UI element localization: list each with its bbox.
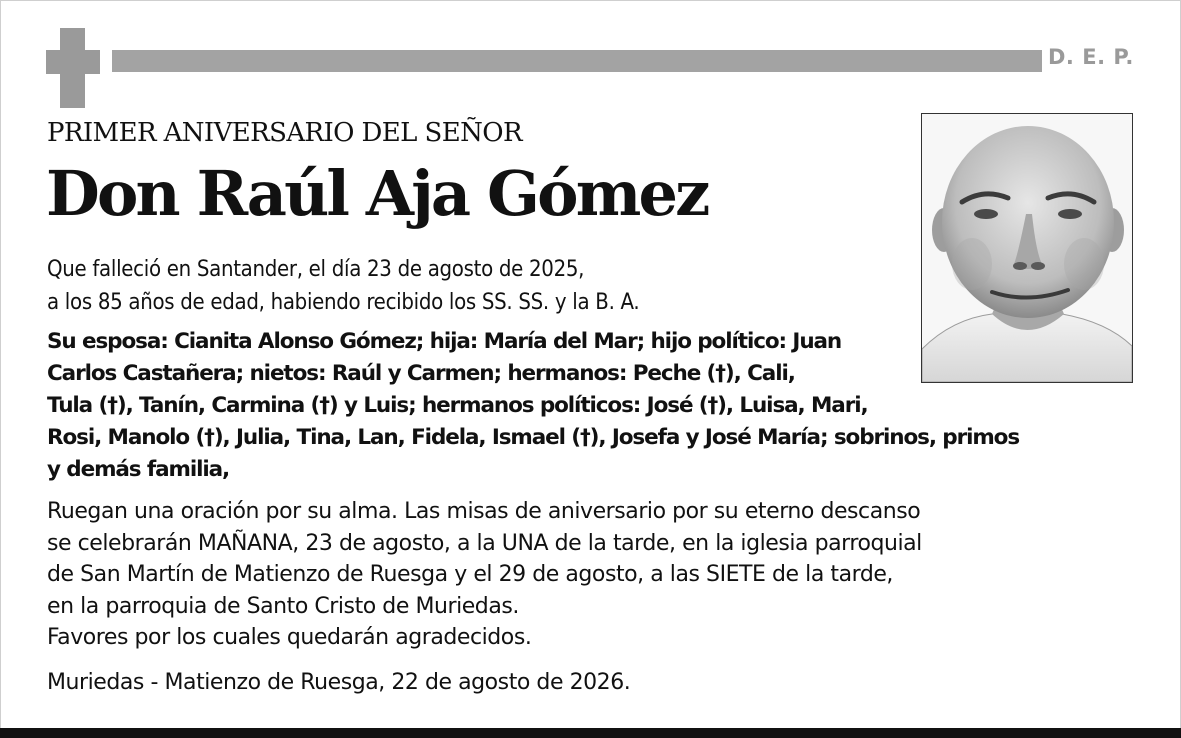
anniversary-kicker: PRIMER ANIVERSARIO DEL SEÑOR bbox=[47, 118, 522, 148]
bottom-rule bbox=[0, 728, 1181, 738]
family-line: Tula (†), Tanín, Carmina (†) y Luis; hermanos políticos: José (†), Luisa, Mari, bbox=[47, 393, 868, 418]
death-info-line: Que falleció en Santander, el día 23 de agosto de 2025, bbox=[47, 257, 585, 282]
header-divider bbox=[112, 50, 1042, 72]
family-line: Carlos Castañera; nietos: Raúl y Carmen; hermanos: Peche (†), Cali, bbox=[47, 361, 795, 386]
family-line: Rosi, Manolo (†), Julia, Tina, Lan, Fidela, Ismael (†), Josefa y José María; sobrinos, primos bbox=[47, 425, 1020, 450]
prayer-paragraph bbox=[47, 496, 1047, 622]
thanks-line: Favores por los cuales quedarán agradecidos. bbox=[47, 625, 532, 650]
family-line: Su esposa: Cianita Alonso Gómez; hija: María del Mar; hijo político: Juan bbox=[47, 329, 842, 354]
death-info bbox=[47, 253, 907, 319]
death-info-line: a los 85 años de edad, habiendo recibido los SS. SS. y la B. A. bbox=[47, 290, 640, 315]
prayer-line: en la parroquia de Santo Cristo de Muriedas. bbox=[47, 593, 519, 619]
prayer-line: Ruegan una oración por su alma. Las misas de aniversario por su eterno descanso bbox=[47, 499, 921, 524]
place-date-signoff: Muriedas - Matienzo de Ruesga, 22 de agosto de 2026. bbox=[47, 670, 631, 695]
cross-icon bbox=[46, 28, 100, 108]
dep-label: D. E. P. bbox=[1048, 45, 1134, 69]
prayer-line: de San Martín de Matienzo de Ruesga y el 29 de agosto, a las SIETE de la tarde, bbox=[47, 562, 893, 587]
prayer-line: se celebrarán MAÑANA, 23 de agosto, a la UNA de la tarde, en la iglesia parroquial bbox=[47, 530, 922, 556]
portrait-illustration bbox=[922, 114, 1132, 382]
family-line: y demás familia, bbox=[47, 457, 230, 482]
portrait-photo bbox=[921, 113, 1133, 383]
deceased-name: Don Raúl Aja Gómez bbox=[46, 157, 708, 230]
